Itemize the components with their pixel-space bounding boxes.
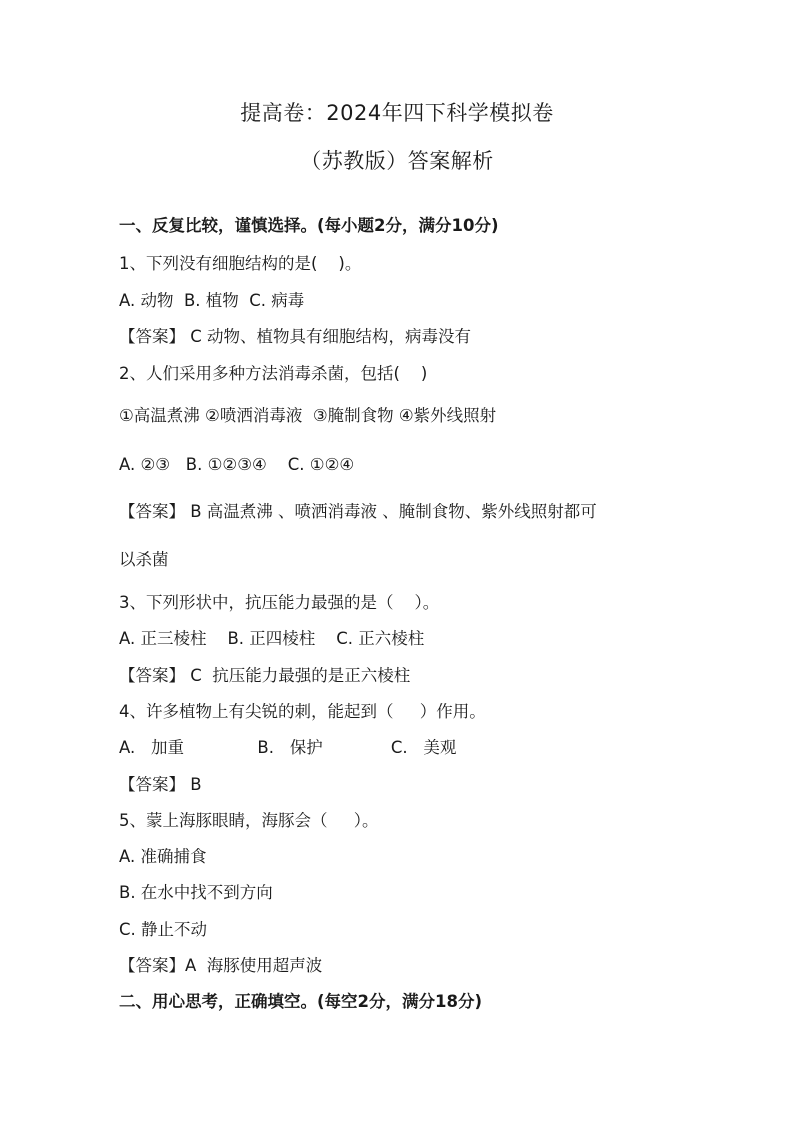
question-2-answer-continued: 以杀菌 (119, 550, 169, 569)
question-5-answer: 【答案】A 海豚使用超声波 (119, 956, 323, 975)
question-4-answer: 【答案】 B (119, 775, 202, 794)
question-5-option-c: C. 静止不动 (119, 920, 208, 939)
document-subtitle: （苏教版）答案解析 (300, 149, 494, 173)
document-title: 提高卷：2024年四下科学模拟卷 (240, 101, 554, 125)
question-1-options: A. 动物 B. 植物 C. 病毒 (119, 291, 305, 310)
question-2: 2、人们采用多种方法消毒杀菌，包括( ) (119, 364, 428, 383)
question-4-options: A. 加重 B. 保护 C. 美观 (119, 738, 457, 757)
question-3-options: A. 正三棱柱 B. 正四棱柱 C. 正六棱柱 (119, 629, 425, 648)
question-2-items: ①高温煮沸 ②喷洒消毒液 ③腌制食物 ④紫外线照射 (119, 406, 497, 425)
section-heading-1: 一、反复比较，谨慎选择。(每小题2分，满分10分) (119, 216, 499, 235)
question-3-answer: 【答案】 C 抗压能力最强的是正六棱柱 (119, 666, 411, 685)
question-1-answer: 【答案】 C 动物、植物具有细胞结构，病毒没有 (119, 327, 472, 346)
section-heading-2: 二、用心思考，正确填空。(每空2分，满分18分) (119, 992, 483, 1011)
question-3: 3、下列形状中，抗压能力最强的是（ ）。 (119, 593, 440, 612)
question-2-answer: 【答案】 B 高温煮沸 、喷洒消毒液 、腌制食物、紫外线照射都可 (119, 502, 597, 521)
question-5: 5、蒙上海豚眼睛，海豚会（ ）。 (119, 811, 379, 830)
question-4: 4、许多植物上有尖锐的刺，能起到（ ）作用。 (119, 702, 486, 721)
question-5-option-a: A. 准确捕食 (119, 847, 207, 866)
question-1: 1、下列没有细胞结构的是( )。 (119, 254, 362, 273)
question-5-option-b: B. 在水中找不到方向 (119, 883, 273, 902)
question-2-options: A. ②③ B. ①②③④ C. ①②④ (119, 455, 355, 474)
